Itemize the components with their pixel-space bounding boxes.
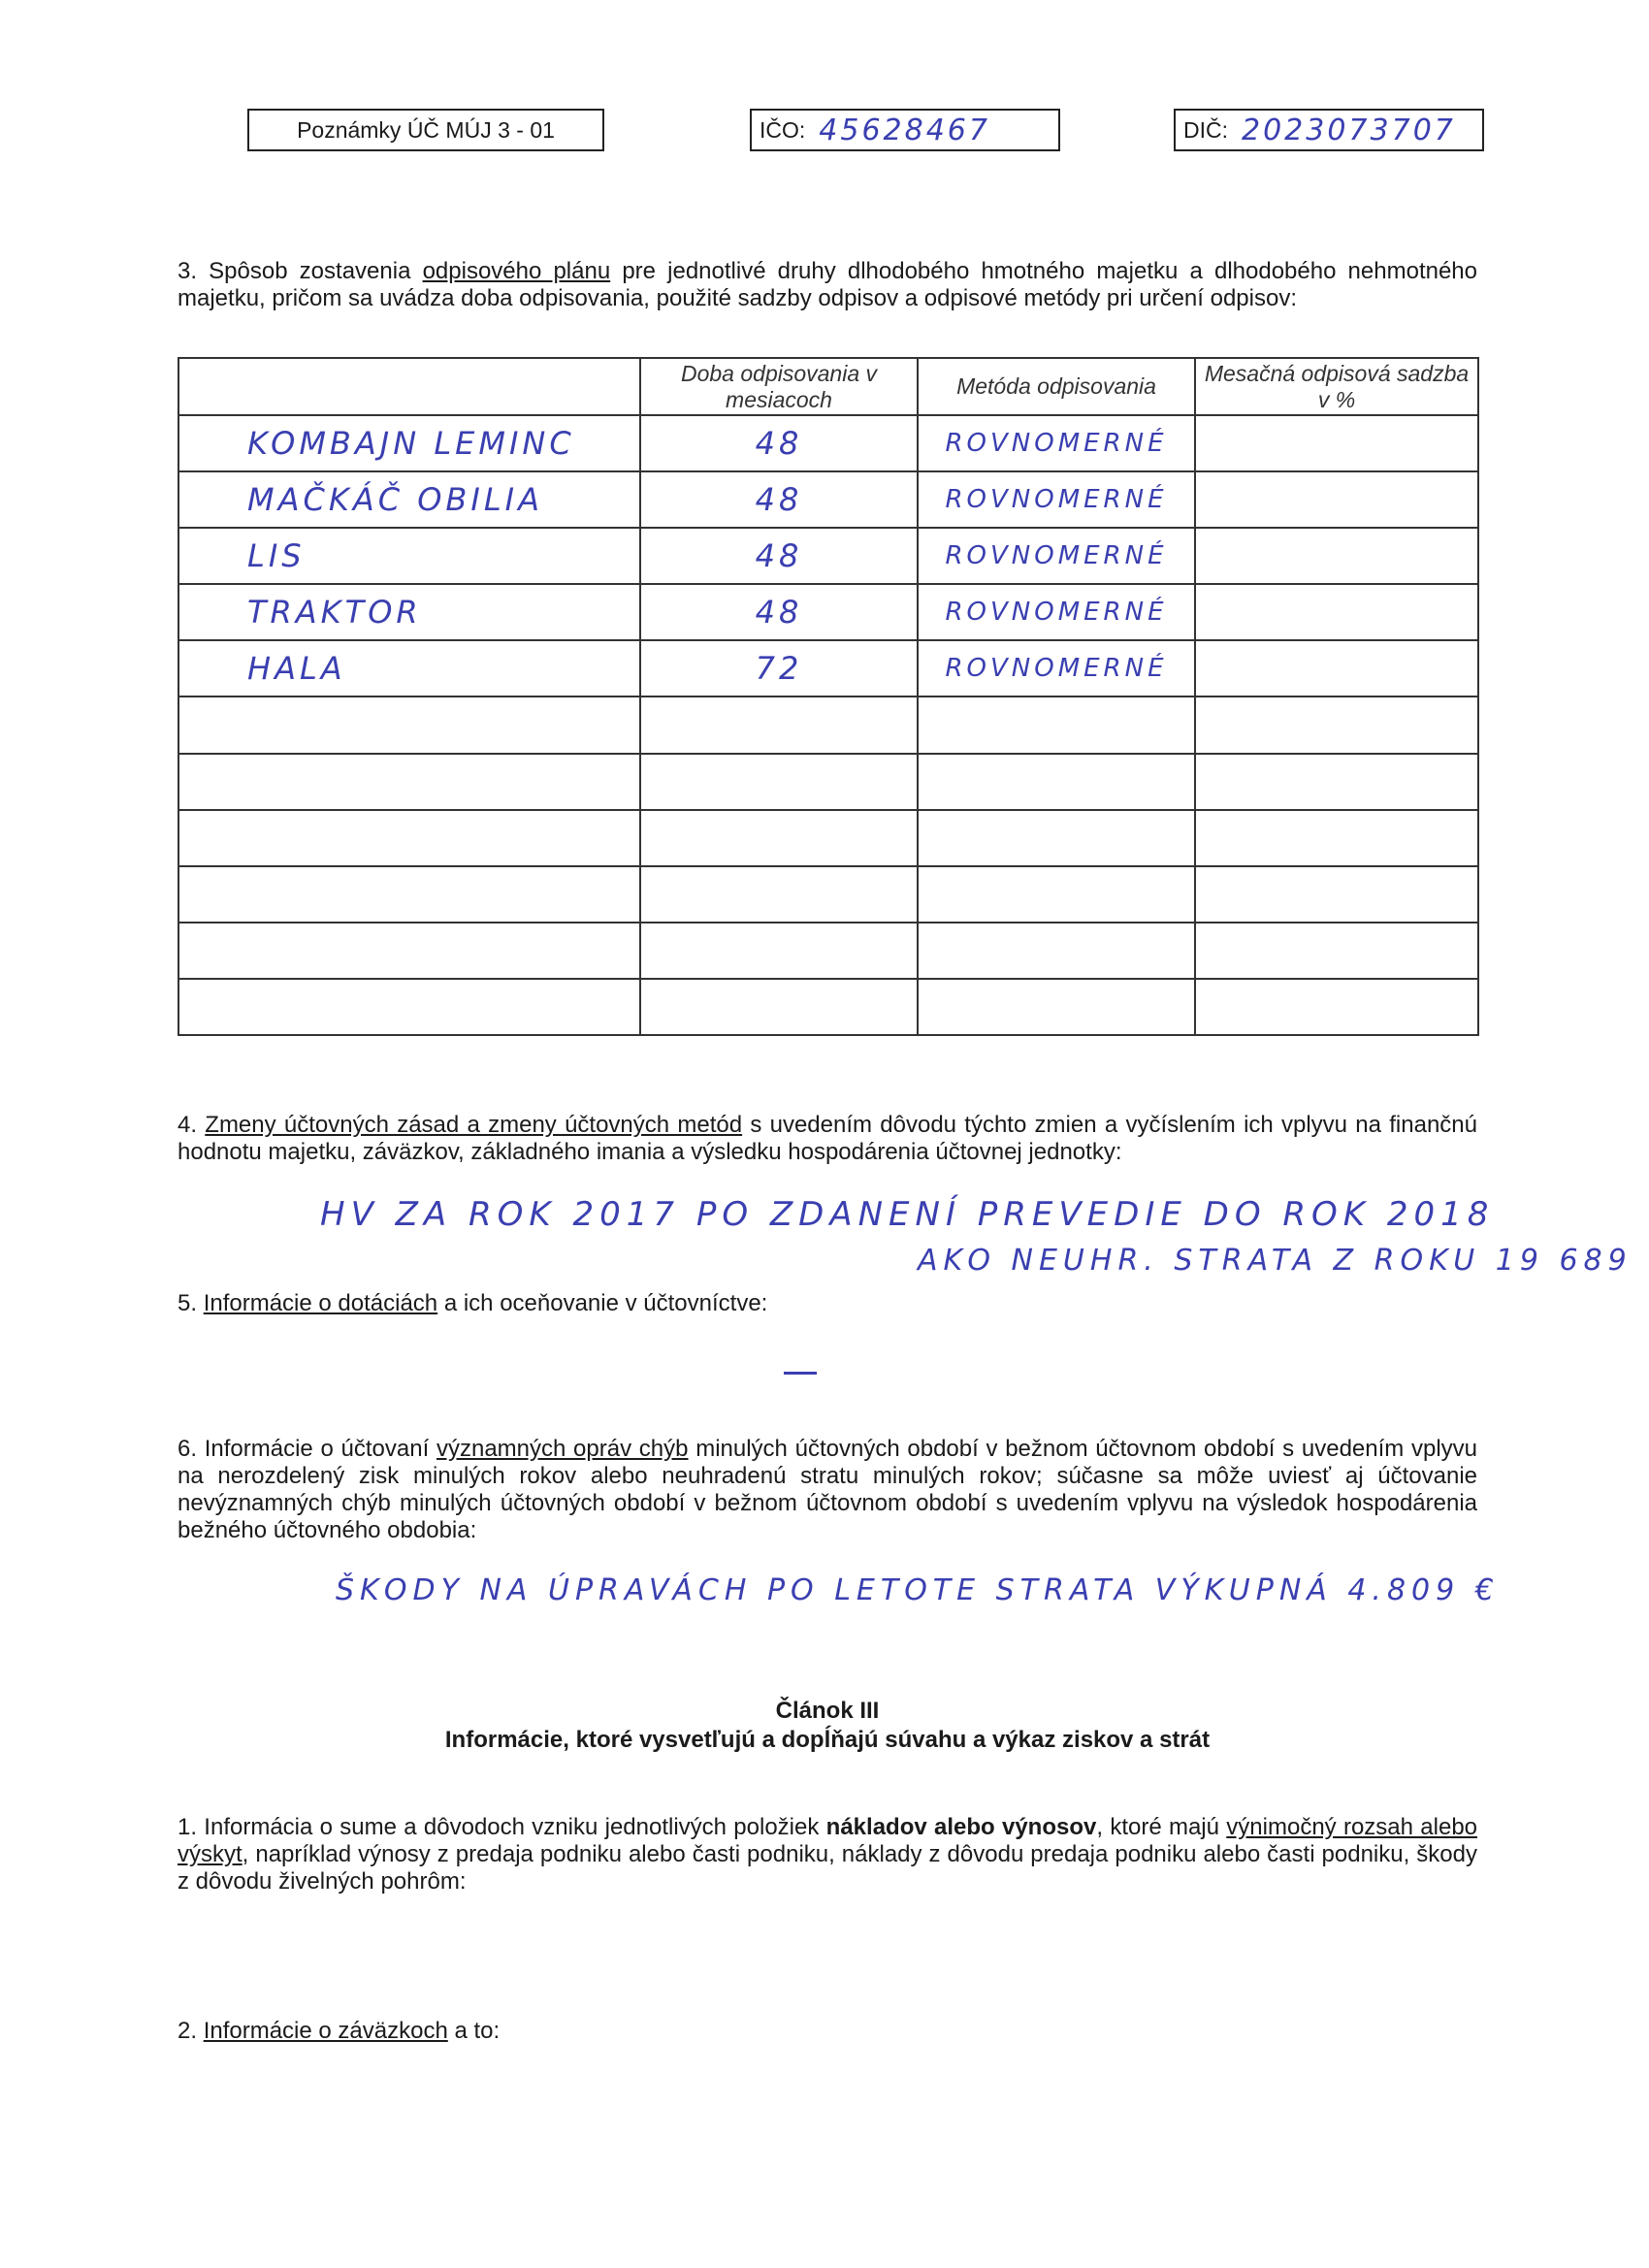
item1-e: , napríklad výnosy z predaja podniku alebo časti podniku, náklady z dôvodu predaja podniku alebo časti podniku, škody z dôvodu živelných pohrôm: (178, 1841, 1477, 1895)
table-row-empty (178, 810, 1478, 866)
section5-dash-mark (784, 1372, 817, 1375)
table-row (178, 584, 1478, 640)
section6-rest: minulých účtovných období v bežnom účtovnom období s uvedením vplyvu na nerozdelený zisk minulých rokov alebo neuhradenú stratu minulých rokov; súčasne sa môže uviesť aj účtovanie nevýznamných chýb minulých účtovných období v bežnom účtovnom období s uvedením vplyvu na výsledok hospodárenia bežného účtovného obdobia: (178, 1436, 1477, 1543)
table-row-empty (178, 866, 1478, 923)
section4-text (178, 1112, 1477, 1166)
section5-rest: a ich oceňovanie v účtovníctve: (437, 1290, 768, 1316)
item2-link: Informácie o záväzkoch (203, 2018, 448, 2044)
ico-value: 45628467 (819, 113, 990, 147)
item2-text (178, 2018, 1477, 2045)
row-item: MAČKÁČ OBILIA (178, 471, 640, 528)
row-period: 48 (640, 528, 918, 584)
section5-link: Informácie o dotáciách (203, 1290, 438, 1316)
row-period: 48 (640, 584, 918, 640)
row-period: 48 (640, 415, 918, 471)
section4-link: Zmeny účtovných zásad a zmeny účtovných metód (205, 1112, 743, 1138)
row-rate (1195, 640, 1478, 697)
dic-value: 2023073707 (1242, 113, 1456, 147)
section3-num: 3. Spôsob zostavenia (178, 258, 423, 284)
article-subtitle: Informácie, ktoré vysvetľujú a dopĺňajú súvahu a výkaz ziskov a strát (444, 1727, 1211, 1753)
table-row (178, 640, 1478, 697)
col-method-header: Metóda odpisovania (918, 358, 1195, 415)
item1-bold: nákladov alebo výnosov (825, 1814, 1097, 1840)
row-method: ROVNOMERNÉ (918, 584, 1195, 640)
item1-c: , ktoré majú (1096, 1814, 1227, 1840)
row-rate (1195, 584, 1478, 640)
row-method: ROVNOMERNÉ (918, 528, 1195, 584)
section6-handwritten: ŠKODY NA ÚPRAVÁCH PO LETOTE STRATA VÝKUPNÁ 4.809 € (336, 1573, 1500, 1607)
item1-link: výnimočný rozsah alebo výskyt (178, 1814, 1478, 1867)
section4-rest: s uvedením dôvodu týchto zmien a vyčíslením ich vplyvu na finančnú hodnotu majetku, záväzkov, základného imania a výsledku hospodárenia účtovnej jednotky: (178, 1112, 1477, 1165)
section6-link: významných opráv chýb (436, 1436, 689, 1462)
section3-link: odpisového plánu (422, 258, 611, 284)
table-row (178, 415, 1478, 471)
form-label: Poznámky ÚČ MÚJ 3 - 01 (297, 116, 555, 143)
row-rate (1195, 528, 1478, 584)
row-item: TRAKTOR (178, 584, 640, 640)
section4-handwritten-line2: AKO NEUHR. STRATA Z ROKU 19 689 (918, 1244, 1633, 1278)
table-row (178, 528, 1478, 584)
table-header-row (178, 358, 1478, 415)
section6-text (178, 1436, 1477, 1544)
table-row-empty (178, 923, 1478, 979)
item1-text (178, 1814, 1477, 1895)
row-item: HALA (178, 640, 640, 697)
article-title: Článok III (775, 1698, 880, 1724)
col-period-header: Doba odpisovania v mesiacoch (640, 358, 918, 415)
col-item-header (178, 358, 640, 415)
section4-num: 4. (178, 1112, 206, 1138)
section3-text (178, 258, 1477, 312)
table-row-empty (178, 754, 1478, 810)
col-rate-header: Mesačná odpisová sadzba v % (1195, 358, 1478, 415)
table-row-empty (178, 979, 1478, 1035)
row-rate (1195, 471, 1478, 528)
section4-handwritten-line1: HV ZA ROK 2017 PO ZDANENÍ PREVEDIE DO ROK 2018 (320, 1195, 1495, 1234)
item1-a: 1. Informácia o sume a dôvodoch vzniku jednotlivých položiek (178, 1814, 826, 1840)
row-method: ROVNOMERNÉ (918, 640, 1195, 697)
row-method: ROVNOMERNÉ (918, 471, 1195, 528)
row-item: KOMBAJN LEMINC (178, 415, 640, 471)
section5-num: 5. (178, 1290, 204, 1316)
dic-label: DIČ: (1183, 116, 1228, 143)
row-item: LIS (178, 528, 640, 584)
row-period: 72 (640, 640, 918, 697)
table-row-empty (178, 697, 1478, 753)
row-method: ROVNOMERNÉ (918, 415, 1195, 471)
row-period: 48 (640, 471, 918, 528)
ico-label: IČO: (760, 116, 806, 143)
section3-rest: pre jednotlivé druhy dlhodobého hmotného majetku a dlhodobého nehmotného majetku, pričom sa uvádza doba odpisovania, použité sadzby odpisov a odpisové metódy pri určení odpisov: (178, 258, 1478, 311)
row-rate (1195, 415, 1478, 471)
dic-box (1174, 109, 1484, 151)
table-row (178, 471, 1478, 528)
depreciation-table (178, 357, 1479, 1036)
section5-text (178, 1290, 1477, 1317)
item2-rest: a to: (447, 2018, 501, 2044)
section6-num: 6. Informácie o účtovaní (178, 1436, 436, 1462)
item2-num: 2. (178, 2018, 204, 2044)
ico-box (750, 109, 1060, 151)
form-label-box (247, 109, 604, 151)
